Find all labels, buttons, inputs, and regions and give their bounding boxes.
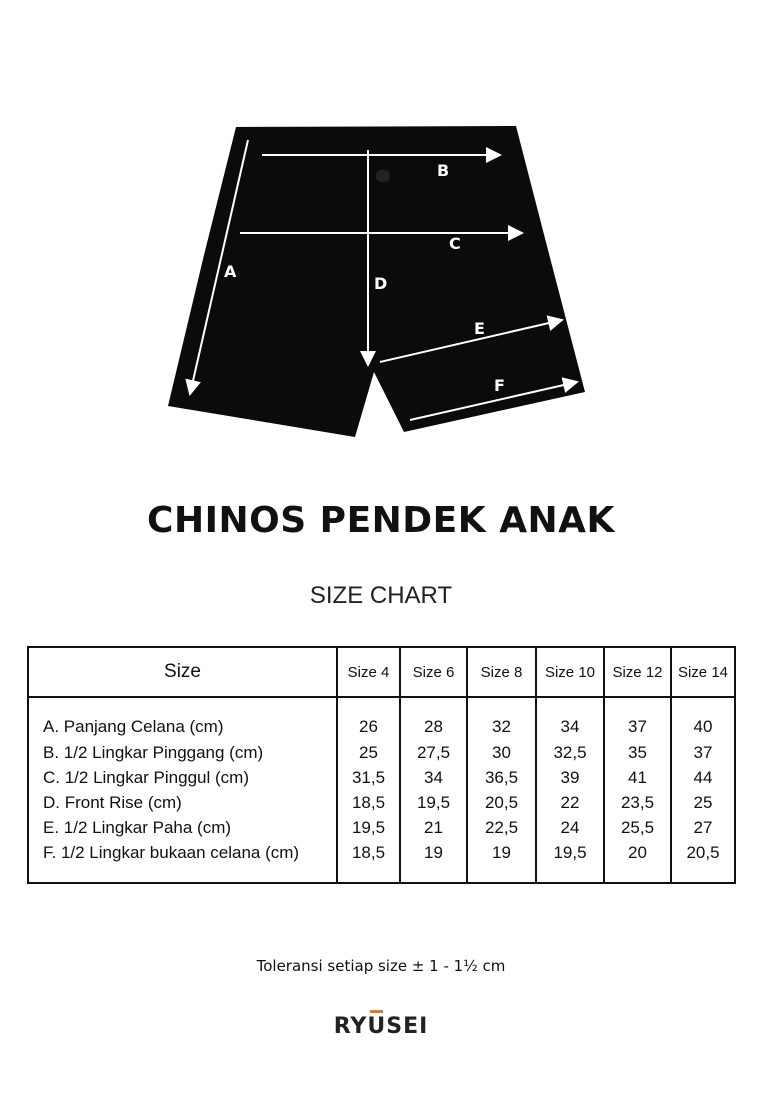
row-label: F. 1/2 Lingkar bukaan celana (cm) [43,843,300,863]
size-column-values [671,697,735,883]
cell-value: 19,5 [553,843,587,863]
cell-value: 31,5 [351,767,386,787]
row-label: C. 1/2 Lingkar Pinggul (cm) [43,767,249,787]
cell-value: 22 [560,793,580,812]
size-column-values [604,697,671,883]
label-a: A [224,262,237,281]
header-size-10: Size 10 [536,647,604,697]
page-subtitle: SIZE CHART [309,582,453,609]
brand-logo [0,1014,762,1039]
logo-text-1: RY [333,1014,368,1039]
logo-text-3: SEI [386,1014,429,1039]
tolerance-note: Toleransi setiap size ± 1 - 1½ cm [256,957,506,975]
cell-value: 21 [424,818,443,838]
size-column-values [536,697,604,883]
header-size-4: Size 4 [337,647,400,697]
cell-value: 41 [628,767,647,787]
row-label: E. 1/2 Lingkar Paha (cm) [43,818,232,838]
label-d: D [374,274,388,293]
cell-value: 36,5 [484,767,519,787]
cell-value: 37 [628,717,647,737]
measurement-labels [28,697,337,883]
cell-value: 35 [628,742,647,762]
size-column-values [467,697,536,883]
size-chart-table [27,646,736,884]
header-size-6: Size 6 [400,647,467,697]
logo-text-2: U [367,1014,387,1039]
label-e: E [474,319,485,338]
cell-value: 27,5 [416,742,451,762]
row-label: D. Front Rise (cm) [43,793,182,812]
cell-value: 44 [693,767,713,787]
cell-value: 18,5 [351,843,386,863]
label-b: B [437,161,450,180]
table-header-row [28,647,735,697]
label-f: F [494,376,505,395]
cell-value: 20,5 [484,793,519,812]
cell-value: 19 [424,843,443,863]
cell-value: 22,5 [484,818,519,838]
cell-value: 23,5 [620,793,655,812]
cell-value: 32 [492,717,511,737]
cell-value: 24 [560,818,580,838]
page-title: CHINOS PENDEK ANAK [147,500,615,541]
cell-value: 37 [693,742,713,762]
size-column-values [337,697,400,883]
cell-value: 34 [560,717,580,737]
shorts-diagram [0,0,762,480]
cell-value: 18,5 [351,793,386,812]
size-column-values [400,697,467,883]
cell-value: 25,5 [620,818,655,838]
cell-value: 19,5 [416,793,451,812]
cell-value: 32,5 [553,742,587,762]
cell-value: 20,5 [686,843,720,863]
cell-value: 27 [693,818,713,838]
cell-value: 20 [628,843,647,863]
cell-value: 19,5 [351,818,386,838]
row-label: B. 1/2 Lingkar Pinggang (cm) [43,742,264,762]
cell-value: 40 [693,717,713,737]
cell-value: 30 [492,742,511,762]
header-size: Size [28,647,337,697]
table-body-row [28,697,735,883]
cell-value: 19 [492,843,511,863]
cell-value: 28 [424,717,443,737]
header-size-12: Size 12 [604,647,671,697]
cell-value: 25 [693,793,713,812]
cell-value: 26 [359,717,378,737]
label-c: C [449,234,461,253]
row-label: A. Panjang Celana (cm) [43,717,224,737]
header-size-8: Size 8 [467,647,536,697]
cell-value: 39 [560,767,580,787]
cell-value: 34 [424,767,443,787]
cell-value: 25 [359,742,378,762]
header-size-14: Size 14 [671,647,735,697]
